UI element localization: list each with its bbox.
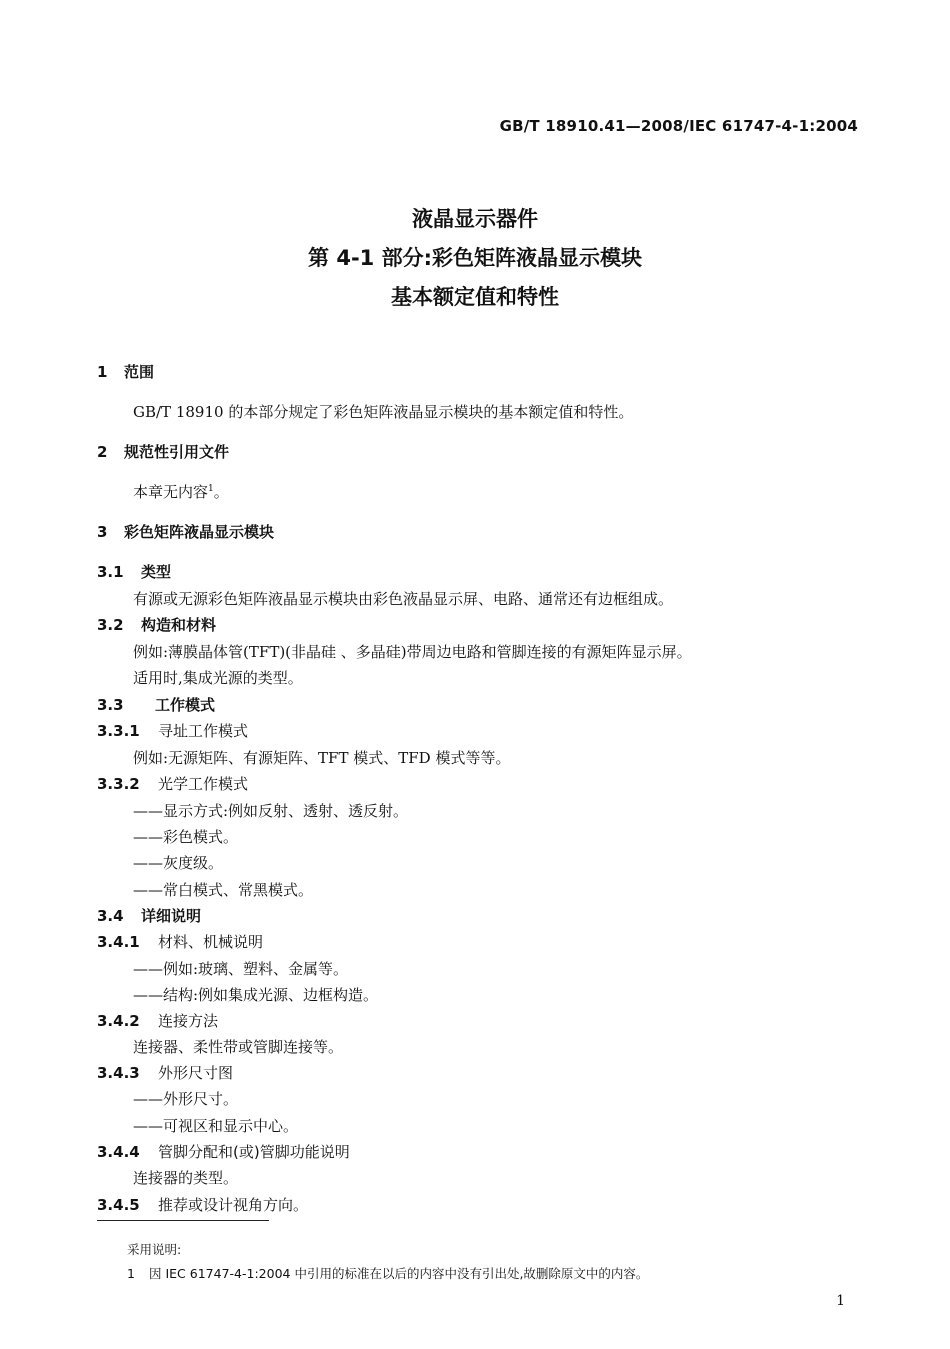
section-number: 3.3.2: [97, 775, 140, 793]
section-number: 3.3.1: [97, 722, 140, 740]
section-3-4-heading: [97, 905, 201, 926]
section-3-3-1-heading: [97, 720, 248, 741]
list-item: ——外形尺寸。: [133, 1090, 239, 1108]
standard-code: GB/T 18910.41—2008/IEC 61747-4-1:2004: [499, 117, 858, 135]
section-title: 外形尺寸图: [158, 1064, 234, 1082]
section-1-heading: [97, 361, 154, 382]
section-title: 范围: [124, 363, 155, 381]
list-item: ——可视区和显示中心。: [133, 1117, 299, 1135]
title-line-1: 液晶显示器件: [412, 207, 538, 231]
section-number: 3.3: [97, 696, 124, 714]
section-2-heading: [97, 441, 229, 462]
section-number: 3.4.3: [97, 1064, 140, 1082]
section-title: 详细说明: [141, 907, 202, 925]
section-3-3-1-text: 例如:无源矩阵、有源矩阵、TFT 模式、TFD 模式等等。: [133, 749, 511, 767]
section-3-2-text-2: 适用时,集成光源的类型。: [133, 669, 303, 687]
section-3-heading: [97, 521, 274, 542]
section-3-2-text-1: 例如:薄膜晶体管(TFT)(非晶硅 、多晶硅)带周边电路和管脚连接的有源矩阵显示屏。: [133, 643, 692, 661]
page-number: 1: [836, 1293, 845, 1309]
section-title: 管脚分配和(或)管脚功能说明: [158, 1143, 350, 1161]
section-2-text: [133, 481, 229, 502]
section-title: 寻址工作模式: [158, 722, 249, 740]
section-3-3-2-heading: [97, 773, 248, 794]
section-3-4-4-text: 连接器的类型。: [133, 1169, 239, 1187]
section-title: 类型: [141, 563, 172, 581]
section-number: 3.4: [97, 907, 124, 925]
list-item: ——例如:玻璃、塑料、金属等。: [133, 960, 349, 978]
section-3-3-heading: [97, 694, 215, 715]
section-3-1-heading: [97, 561, 171, 582]
footnote-heading: 采用说明:: [127, 1242, 182, 1257]
section-3-4-2-text: 连接器、柔性带或管脚连接等。: [133, 1038, 344, 1056]
section-title: 材料、机械说明: [158, 933, 264, 951]
section-number: 3.2: [97, 616, 124, 634]
footnote-number: 1: [127, 1266, 135, 1281]
section-title: 彩色矩阵液晶显示模块: [124, 523, 275, 541]
list-item: ——灰度级。: [133, 854, 224, 872]
list-item: ——显示方式:例如反射、透射、透反射。: [133, 802, 409, 820]
footnote-text: 因 IEC 61747-4-1:2004 中引用的标准在以后的内容中没有引出处,故删除原文中的内容。: [149, 1266, 649, 1281]
list-item: ——彩色模式。: [133, 828, 239, 846]
section-3-1-text: 有源或无源彩色矩阵液晶显示模块由彩色液晶显示屏、电路、通常还有边框组成。: [133, 590, 674, 608]
list-item: ——结构:例如集成光源、边框构造。: [133, 986, 379, 1004]
section-number: 3.4.5: [97, 1196, 140, 1214]
section-number: 3.4.2: [97, 1012, 140, 1030]
footnote-rule: [97, 1220, 269, 1221]
section-3-4-5-heading: [97, 1194, 308, 1215]
section-title: 连接方法: [158, 1012, 219, 1030]
section-title: 构造和材料: [141, 616, 217, 634]
section-title: 规范性引用文件: [124, 443, 230, 461]
footnote-ref: 1: [208, 484, 214, 494]
title-line-3: 基本额定值和特性: [391, 285, 559, 309]
section-2-body: 本章无内容: [133, 483, 209, 501]
section-number: 3.1: [97, 563, 124, 581]
section-title: 光学工作模式: [158, 775, 249, 793]
section-3-4-4-heading: [97, 1141, 350, 1162]
section-number: 1: [97, 363, 108, 381]
section-3-4-2-heading: [97, 1010, 218, 1031]
title-line-2: 第 4-1 部分:彩色矩阵液晶显示模块: [308, 246, 642, 270]
section-number: 2: [97, 443, 108, 461]
section-2-tail: 。: [213, 483, 229, 501]
section-title: 工作模式: [155, 696, 216, 714]
section-3-4-1-heading: [97, 931, 263, 952]
list-item: ——常白模式、常黑模式。: [133, 881, 314, 899]
section-number: 3.4.1: [97, 933, 140, 951]
section-3-2-heading: [97, 614, 216, 635]
section-number: 3: [97, 523, 108, 541]
section-3-4-3-heading: [97, 1062, 233, 1083]
section-number: 3.4.4: [97, 1143, 140, 1161]
section-title: 推荐或设计视角方向。: [158, 1196, 309, 1214]
footnote-item: [127, 1264, 648, 1282]
section-1-text: GB/T 18910 的本部分规定了彩色矩阵液晶显示模块的基本额定值和特性。: [133, 403, 634, 421]
